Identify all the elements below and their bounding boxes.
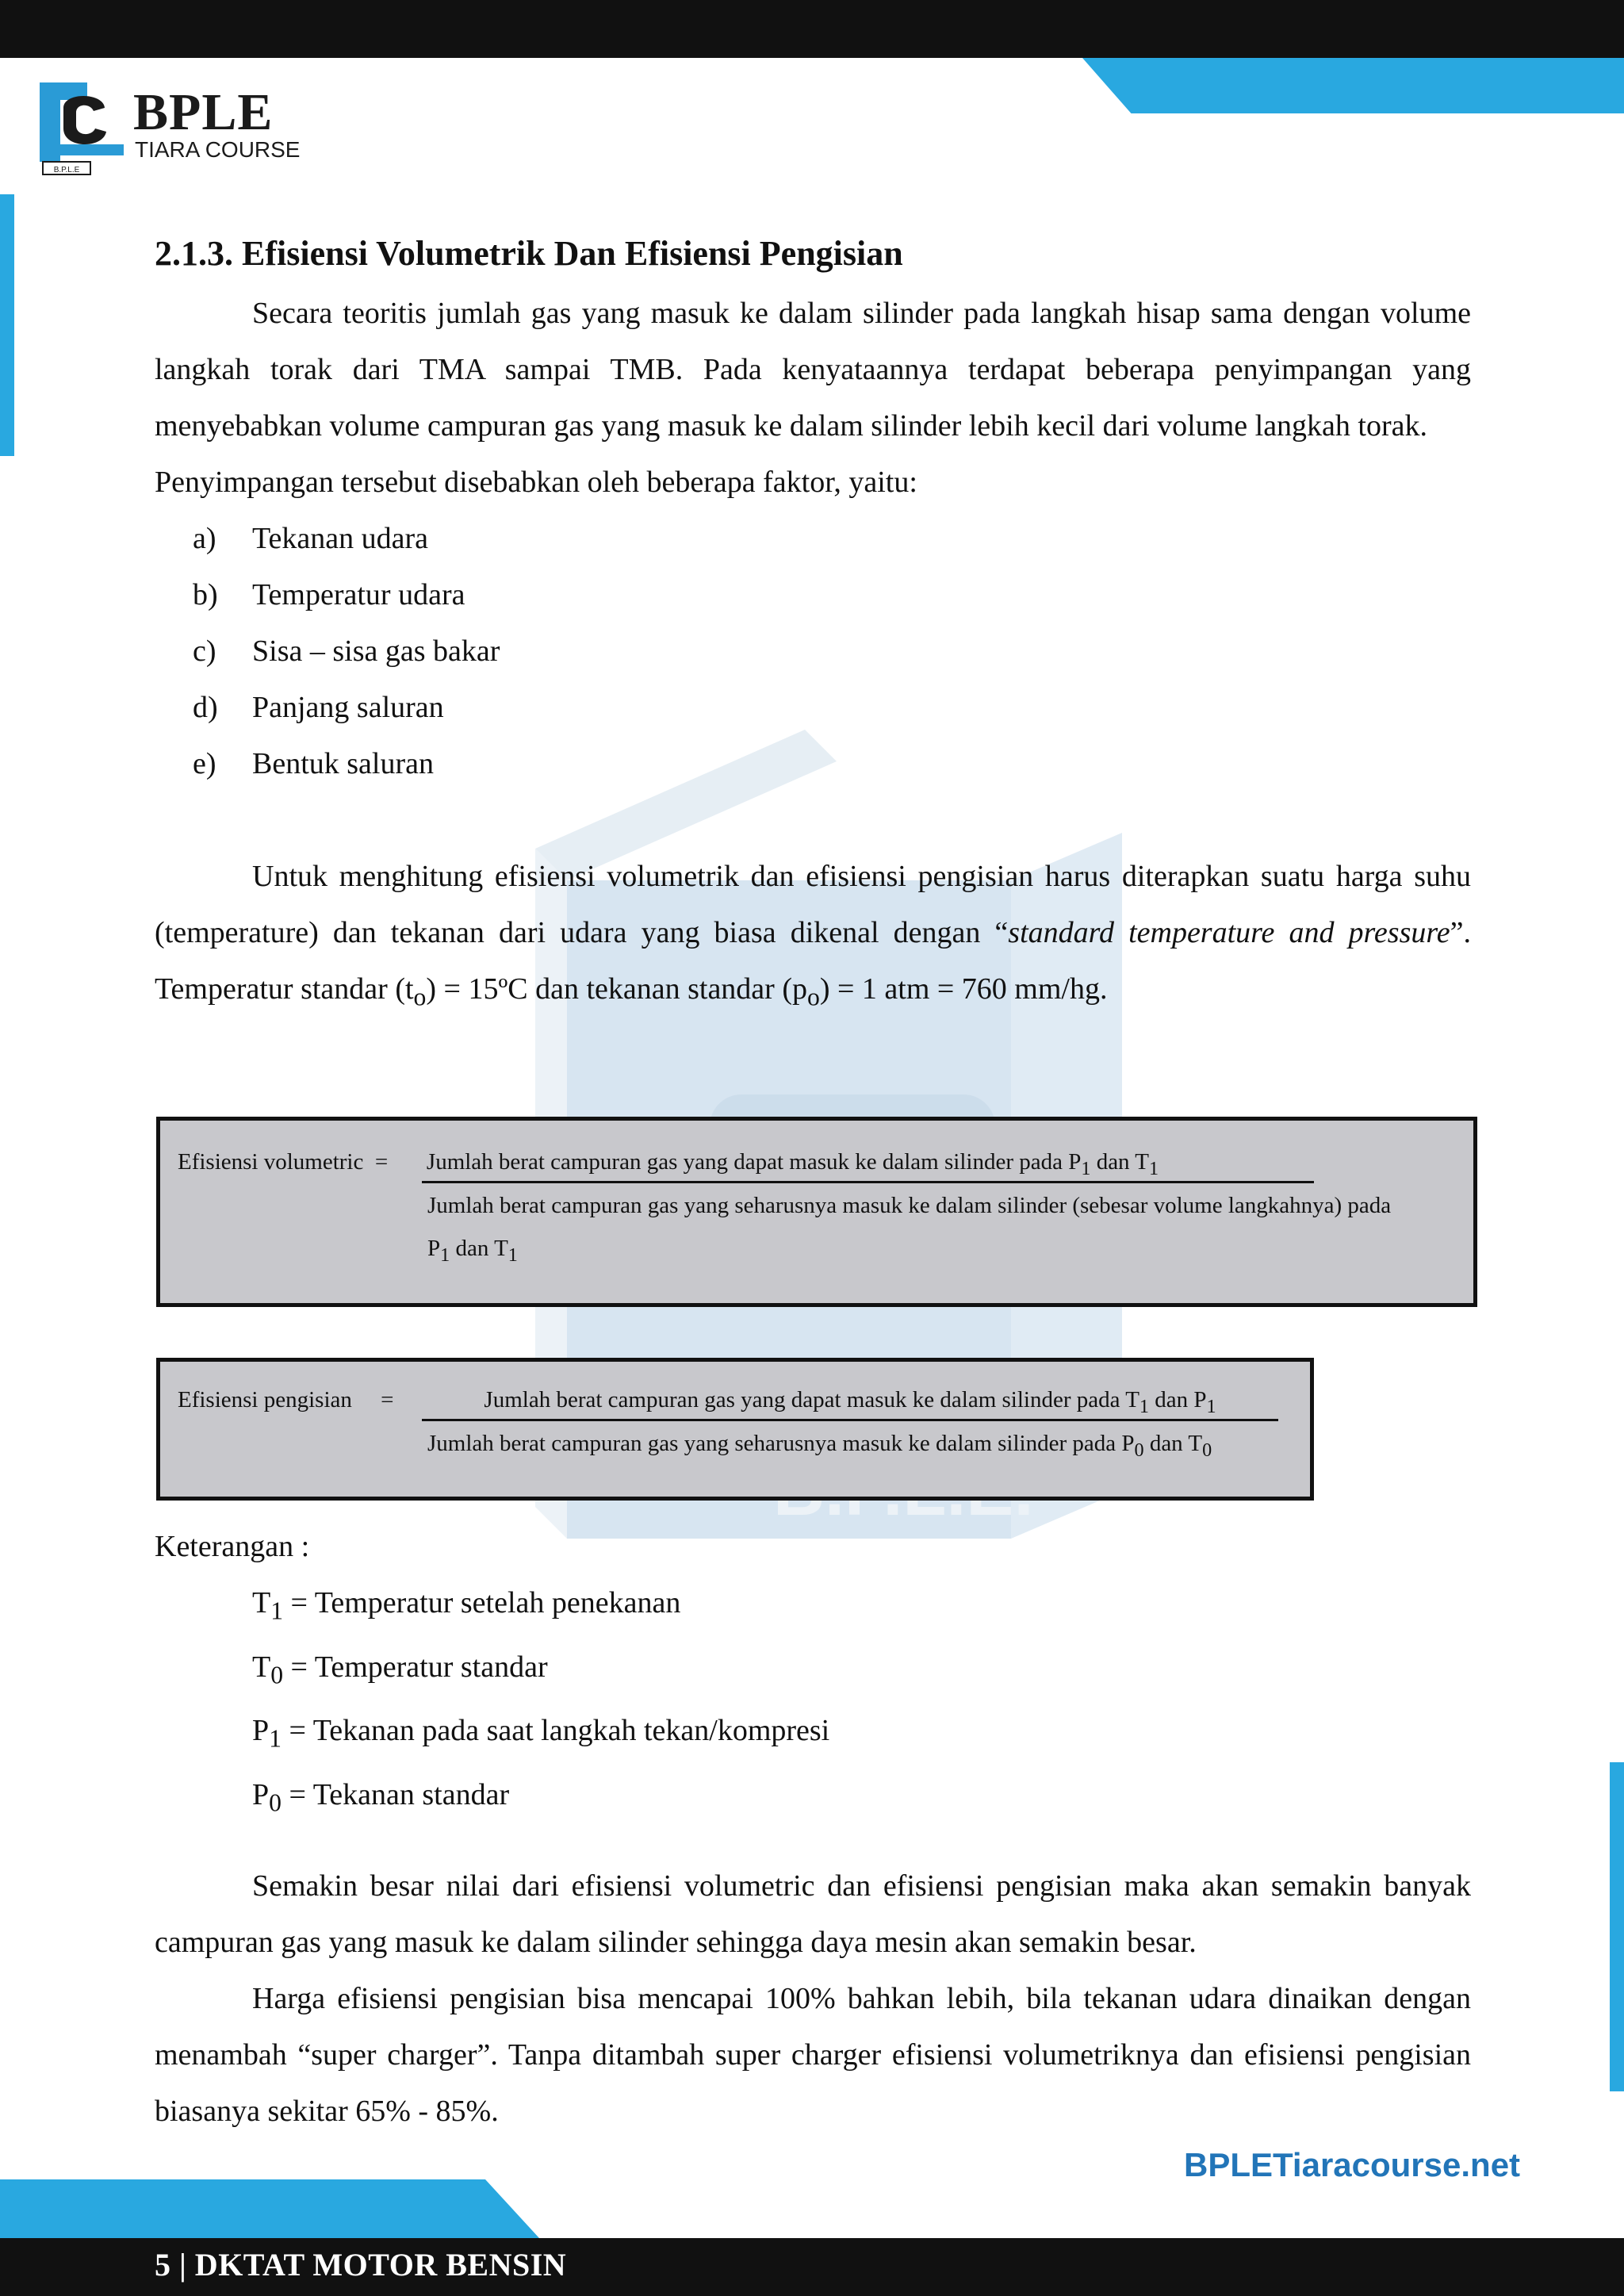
notes-section (155, 1519, 829, 1830)
formula-denominator: Jumlah berat campuran gas yang seharusnya masuk ke dalam silinder pada $P_0$ dan $T_0$ (427, 1431, 1212, 1461)
factors-list (155, 511, 1471, 792)
formula-numerator: Jumlah berat campuran gas yang dapat masuk ke dalam silinder pada $P_1$ dan $T_1$ (426, 1149, 1159, 1179)
volumetric-efficiency-formula (156, 1117, 1477, 1307)
top-accent-band (1082, 58, 1624, 113)
list-item: b) Temperatur udara (193, 578, 465, 611)
list-item: e) Bentuk saluran (193, 747, 435, 780)
closing-section (155, 1858, 1471, 2140)
page-footer-label: 5 | DKTAT MOTOR BENSIN (155, 2247, 567, 2283)
section-heading: 2.1.3. Efisiensi Volumetrik Dan Efisiensi Pengisian (155, 234, 903, 273)
closing-paragraph-2: Harga efisiensi pengisian bisa mencapai 100% bahkan lebih, bila tekanan udara dinaikan dengan menambah “super charger”. Tanpa ditambah super charger efisiensi volumetriknya dan efisiensi pengisian biasanya sekitar 65% - 85%. (155, 1982, 1471, 2128)
main-content (155, 222, 1471, 1025)
site-link[interactable]: BPLETiaracourse.net (1184, 2146, 1521, 2183)
factors-intro: Penyimpangan tersebut disebabkan oleh beberapa faktor, yaitu: (155, 466, 917, 499)
fraction-bar (422, 1419, 1278, 1421)
list-item: a) Tekanan udara (193, 522, 429, 555)
closing-paragraph-1: Semakin besar nilai dari efisiensi volumetric dan efisiensi pengisian maka akan semakin banyak campuran gas yang masuk ke dalam silinder sehingga daya mesin akan semakin besar. (155, 1869, 1471, 1959)
formula-numerator: Jumlah berat campuran gas yang dapat masuk ke dalam silinder pada $T_1$ dan $P_1$ (484, 1387, 1216, 1417)
bottom-accent-band (0, 2179, 539, 2238)
formula-label: Efisiensi volumetric = (178, 1149, 389, 1175)
charging-efficiency-formula (156, 1358, 1314, 1501)
right-accent-stripe (1610, 1762, 1624, 2091)
top-bar (0, 0, 1624, 58)
formula-label: Efisiensi pengisian = (178, 1387, 394, 1412)
standard-paragraph: Untuk menghitung efisiensi volumetrik dan efisiensi pengisian harus diterapkan suatu harga suhu (temperature) dan tekanan dari udara yang biasa dikenal dengan “standard temperature and pressure”. Temperatur standar $(t_o)$ = 15ºC dan tekanan standar $(p_o) = 1$ atm = 760 mm/hg. (155, 860, 1471, 1011)
notes-title: Keterangan : (155, 1530, 310, 1563)
list-item: $T_1$ = Temperatur setelah penekanan (252, 1586, 681, 1625)
logo-title: BPLE (133, 83, 274, 141)
list-item: $T_0$ = Temperatur standar (252, 1650, 548, 1689)
list-item: $P_0$ = Tekanan standar (252, 1777, 510, 1817)
svg-text:B.P.L.E: B.P.L.E (53, 166, 80, 174)
list-item: $P_1$ = Tekanan pada saat langkah tekan/kompresi (252, 1714, 830, 1753)
left-accent-stripe (0, 194, 14, 456)
intro-paragraph: Secara teoritis jumlah gas yang masuk ke dalam silinder pada langkah hisap sama dengan volume langkah torak dari TMA sampai TMB. Pada kenyataannya terdapat beberapa penyimpangan yang menyebabkan volume campuran gas yang masuk ke dalam silinder lebih kecil dari volume langkah torak. (155, 297, 1471, 443)
fraction-bar (422, 1181, 1314, 1183)
formula-denominator: Jumlah berat campuran gas yang seharusnya masuk ke dalam silinder (sebesar volume langkahnya) pada $P_1$ dan $T_1$ (427, 1193, 1392, 1266)
list-item: c) Sisa – sisa gas bakar (193, 634, 500, 668)
list-item: d) Panjang saluran (193, 691, 444, 724)
logo-subtitle: TIARA COURSE (135, 137, 301, 162)
